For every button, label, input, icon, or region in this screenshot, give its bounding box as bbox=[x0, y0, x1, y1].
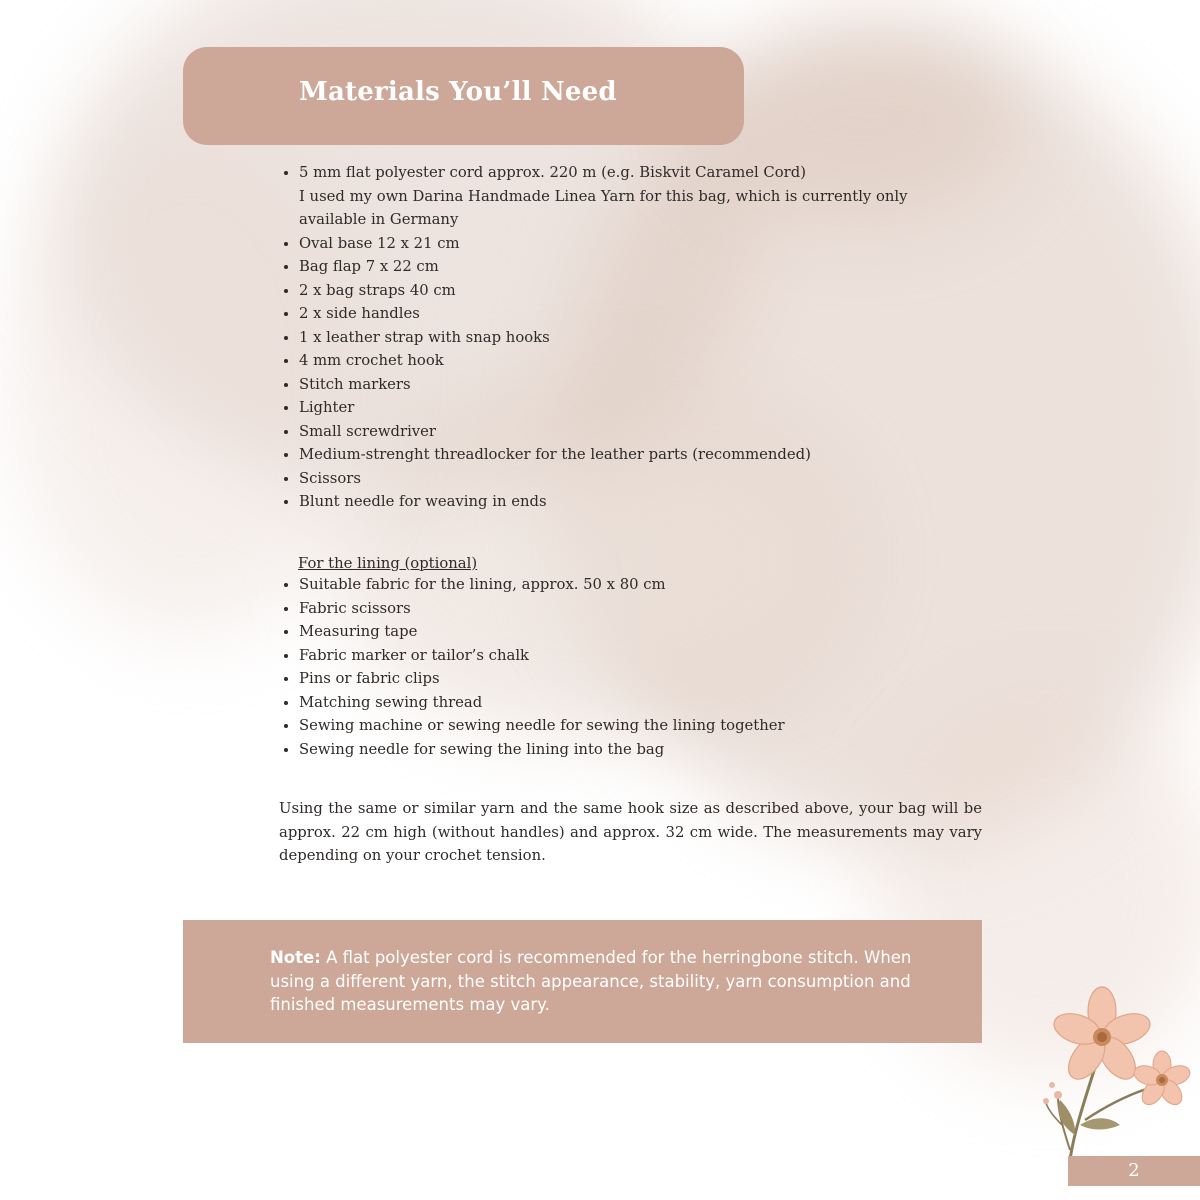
lining-heading: For the lining (optional) bbox=[298, 555, 478, 572]
list-item: • Oval base 12 x 21 cm bbox=[299, 232, 979, 256]
note-text: Note: A flat polyester cord is recommended for the herringbone stitch. When using a different yarn, the stitch appearance, stability, yarn consumption and finished measurements may vary. bbox=[270, 948, 912, 1014]
list-item: • Sewing machine or sewing needle for sewing the lining together bbox=[299, 714, 979, 738]
page-number-tab bbox=[1068, 1156, 1200, 1186]
list-item: • Suitable fabric for the lining, approx. 50 x 80 cm bbox=[299, 573, 979, 597]
list-item: • Pins or fabric clips bbox=[299, 667, 979, 691]
list-item: • 2 x side handles bbox=[299, 302, 979, 326]
list-item: • Lighter bbox=[299, 396, 979, 420]
flower-icon bbox=[1040, 985, 1200, 1165]
list-item: • Medium-strenght threadlocker for the leather parts (recommended) bbox=[299, 443, 979, 467]
materials-list bbox=[279, 161, 979, 514]
title-banner bbox=[183, 47, 744, 145]
size-summary: Using the same or similar yarn and the same hook size as described above, your bag will be approx. 22 cm high (without handles) and approx. 32 cm wide. The measurements may vary depending on your crochet tension. bbox=[279, 800, 982, 864]
list-item: • Blunt needle for weaving in ends bbox=[299, 490, 979, 514]
list-item: • Stitch markers bbox=[299, 373, 979, 397]
list-item: • Sewing needle for sewing the lining into the bag bbox=[299, 738, 979, 762]
list-item: • 1 x leather strap with snap hooks bbox=[299, 326, 979, 350]
page-title: Materials You’ll Need bbox=[299, 77, 617, 107]
note-box bbox=[183, 920, 982, 1043]
list-item: • 2 x bag straps 40 cm bbox=[299, 279, 979, 303]
list-item: • Fabric scissors bbox=[299, 597, 979, 621]
list-item: • Measuring tape bbox=[299, 620, 979, 644]
list-item: • 5 mm flat polyester cord approx. 220 m (e.g. Biskvit Caramel Cord) I used my own Darina Handmade Linea Yarn for this bag, which is currently only available in Germany bbox=[299, 161, 979, 232]
list-item: • Scissors bbox=[299, 467, 979, 491]
list-item: • Matching sewing thread bbox=[299, 691, 979, 715]
lining-list bbox=[279, 573, 979, 761]
note-label: Note: bbox=[270, 948, 321, 967]
list-item: • 4 mm crochet hook bbox=[299, 349, 979, 373]
yarn-note: I used my own Darina Handmade Linea Yarn for this bag, which is currently only available in Germany bbox=[299, 187, 908, 228]
list-item: • Fabric marker or tailor’s chalk bbox=[299, 644, 979, 668]
list-item: • Small screwdriver bbox=[299, 420, 979, 444]
page-number: 2 bbox=[1128, 1160, 1140, 1181]
list-item: • Bag flap 7 x 22 cm bbox=[299, 255, 979, 279]
